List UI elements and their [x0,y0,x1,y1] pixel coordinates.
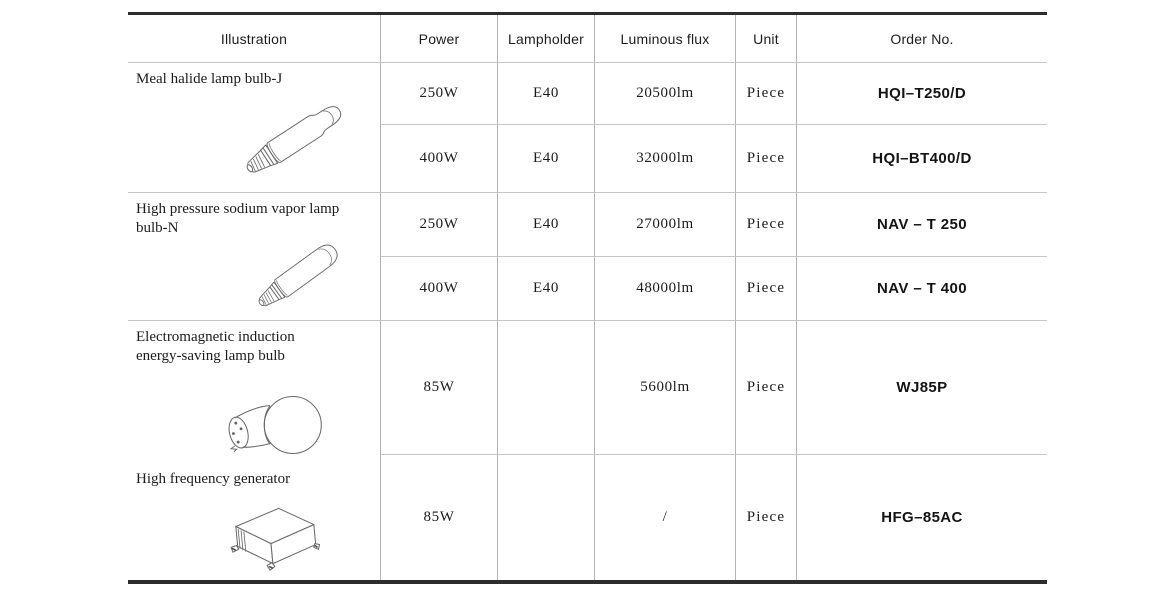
order-no-cell: HQI–BT400/D [796,125,1047,193]
luminous-flux-cell: 5600lm [594,321,735,455]
power-cell: 400W [380,125,497,193]
tubular-lamp-icon [244,233,358,315]
lampholder-cell: E40 [497,257,594,321]
lampholder-cell: E40 [497,193,594,257]
product-name: High frequency generator [136,471,291,487]
lampholder-cell: E40 [497,63,594,125]
product-name: Electromagnetic induction energy-saving lamp bulb [136,329,295,364]
unit-cell: Piece [735,257,796,321]
order-no-cell: NAV – T 400 [796,257,1047,321]
unit-cell: Piece [735,125,796,193]
header-luminous-flux: Luminous flux [594,15,735,63]
luminous-flux-cell: 27000lm [594,193,735,257]
tubular-lamp-icon [231,87,365,187]
power-cell: 250W [380,193,497,257]
product-name: High pressure sodium vapor lamp bulb-N [136,201,340,236]
luminous-flux-cell: 20500lm [594,63,735,125]
unit-cell: Piece [735,63,796,125]
illustration-cell-induction-and-generator [128,321,380,580]
power-cell: 250W [380,63,497,125]
power-cell: 85W [380,455,497,580]
power-cell: 400W [380,257,497,321]
product-table [128,12,1047,584]
unit-cell: Piece [735,455,796,580]
lampholder-cell [497,321,594,455]
round-bulb-icon [212,387,328,463]
header-unit: Unit [735,15,796,63]
luminous-flux-cell: 32000lm [594,125,735,193]
illustration-cell-metal-halide [128,63,380,193]
header-order-no: Order No. [796,15,1047,63]
unit-cell: Piece [735,321,796,455]
product-name: Meal halide lamp bulb-J [136,71,283,87]
luminous-flux-cell: / [594,455,735,580]
header-illustration: Illustration [220,31,288,47]
order-no-cell: WJ85P [796,321,1047,455]
header-power: Power [380,15,497,63]
illustration-cell-sodium-vapor [128,193,380,321]
order-no-cell: HQI–T250/D [796,63,1047,125]
header-lampholder: Lampholder [497,15,594,63]
lampholder-cell [497,455,594,580]
power-cell: 85W [380,321,497,455]
order-no-cell: HFG–85AC [796,455,1047,580]
generator-box-icon [218,497,324,575]
unit-cell: Piece [735,193,796,257]
lampholder-cell: E40 [497,125,594,193]
luminous-flux-cell: 48000lm [594,257,735,321]
order-no-cell: NAV – T 250 [796,193,1047,257]
